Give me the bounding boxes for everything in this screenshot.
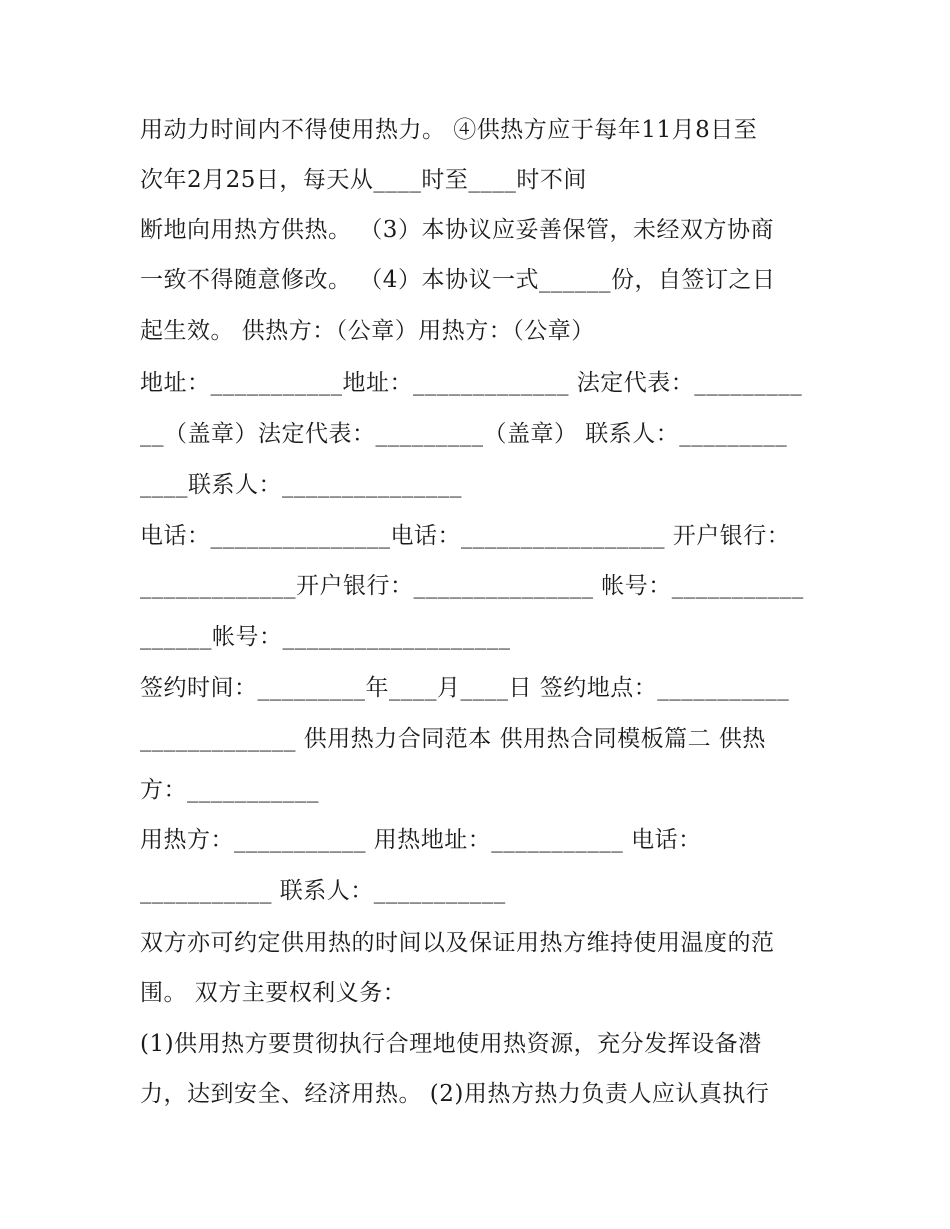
text-line: 断地向用热方供热。 （3）本协议应妥善保管，未经双方协商 <box>140 217 774 243</box>
text-line: 围。 双方主要权利义务： <box>140 980 407 1006</box>
text-line: 双方亦可约定供用热的时间以及保证用热方维持使用温度的范 <box>140 930 775 956</box>
text-line: 力，达到安全、经济用热。 (2)用热方热力负责人应认真执行 <box>140 1081 770 1107</box>
text-line: 用热方：___________ 用热地址：___________ 电话： <box>140 827 702 853</box>
text-line: 电话：_______________电话：_________________ 开户银行： <box>140 523 791 549</box>
text-line: 用动力时间内不得使用热力。 ④供热方应于每年11月8日至 <box>140 117 758 143</box>
text-line: 一致不得随意修改。 （4）本协议一式______份，自签订之日 <box>140 267 776 293</box>
text-line: ____联系人：_______________ <box>140 472 462 498</box>
text-line: 次年2月25日，每天从____时至____时不间 <box>140 167 587 193</box>
text-line: ______帐号：___________________ <box>140 624 511 650</box>
text-line: (1)供用热方要贯彻执行合理地使用热资源，充分发挥设备潜 <box>140 1031 762 1057</box>
text-line: _____________开户银行：_______________ 帐号：___________ <box>140 573 804 599</box>
text-line: ___________ 联系人：___________ <box>140 878 506 904</box>
text-line: 地址：___________地址：_____________ 法定代表：_________ <box>140 370 803 396</box>
text-line: 方：___________ <box>140 777 319 803</box>
text-line: 签约时间：_________年____月____日 签约地点：___________ <box>140 675 790 701</box>
text-line: 起生效。 供热方：（公章）用热方：（公章） <box>140 318 595 344</box>
text-line: __（盖章）法定代表：_________（盖章） 联系人：_________ <box>140 421 788 447</box>
text-line: _____________ 供用热力合同范本 供用热合同模板篇二 供热 <box>140 726 766 752</box>
